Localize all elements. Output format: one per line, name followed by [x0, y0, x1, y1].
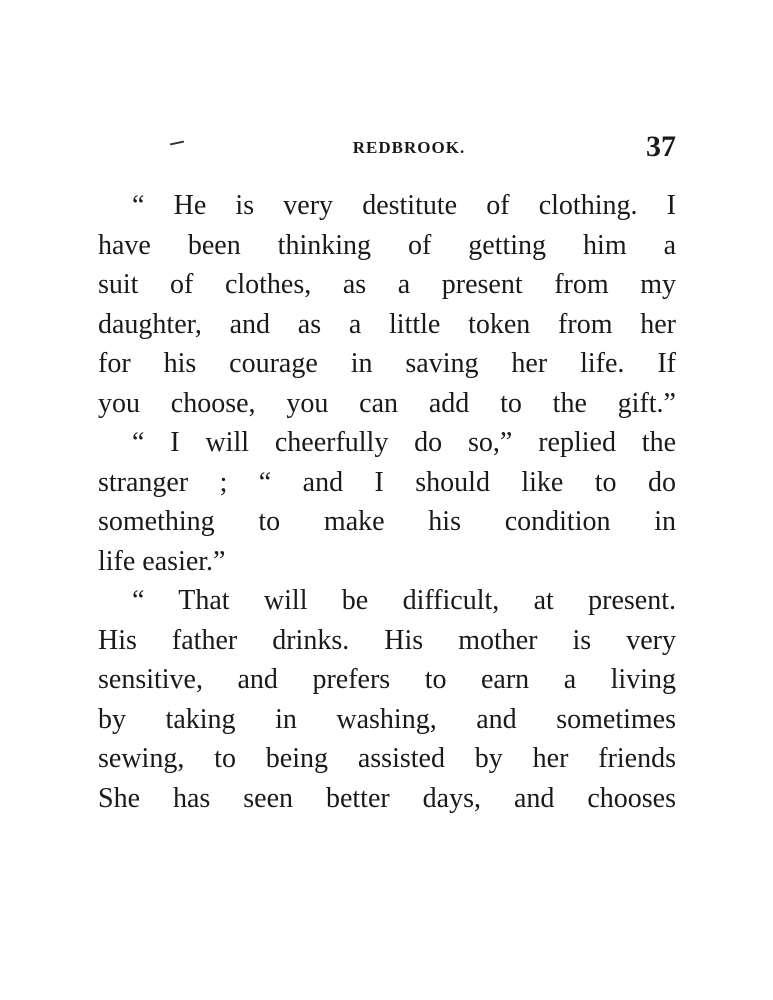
body-text [98, 186, 676, 818]
text-line: His father drinks. His mother is very [98, 624, 676, 656]
text-line: have been thinking of getting him a [98, 229, 676, 261]
page-header [98, 130, 676, 166]
text-line: life easier.” [98, 545, 226, 577]
running-head: REDBROOK. [352, 138, 466, 157]
text-line: suit of clothes, as a present from my [98, 269, 676, 300]
text-line: “ I will cheerfully do so,” replied the [132, 427, 676, 458]
text-line: something to make his condition in [98, 506, 676, 537]
text-line: “ He is very destitute of clothing. I [132, 190, 676, 221]
text-line: daughter, and as a little token from her [98, 308, 676, 340]
text-line: you choose, you can add to the gift.” [98, 387, 676, 419]
text-line: “ That will be difficult, at present. [132, 585, 676, 616]
text-line: She has seen better days, and chooses [98, 782, 676, 814]
text-line: sewing, to being assisted by her friends [98, 743, 676, 774]
text-line: sensitive, and prefers to earn a living [98, 664, 676, 695]
page-number: 37 [646, 130, 676, 163]
text-line: for his courage in saving her life. If [98, 348, 676, 379]
text-line: by taking in washing, and sometimes [98, 703, 676, 735]
text-line: stranger ; “ and I should like to do [98, 466, 676, 498]
